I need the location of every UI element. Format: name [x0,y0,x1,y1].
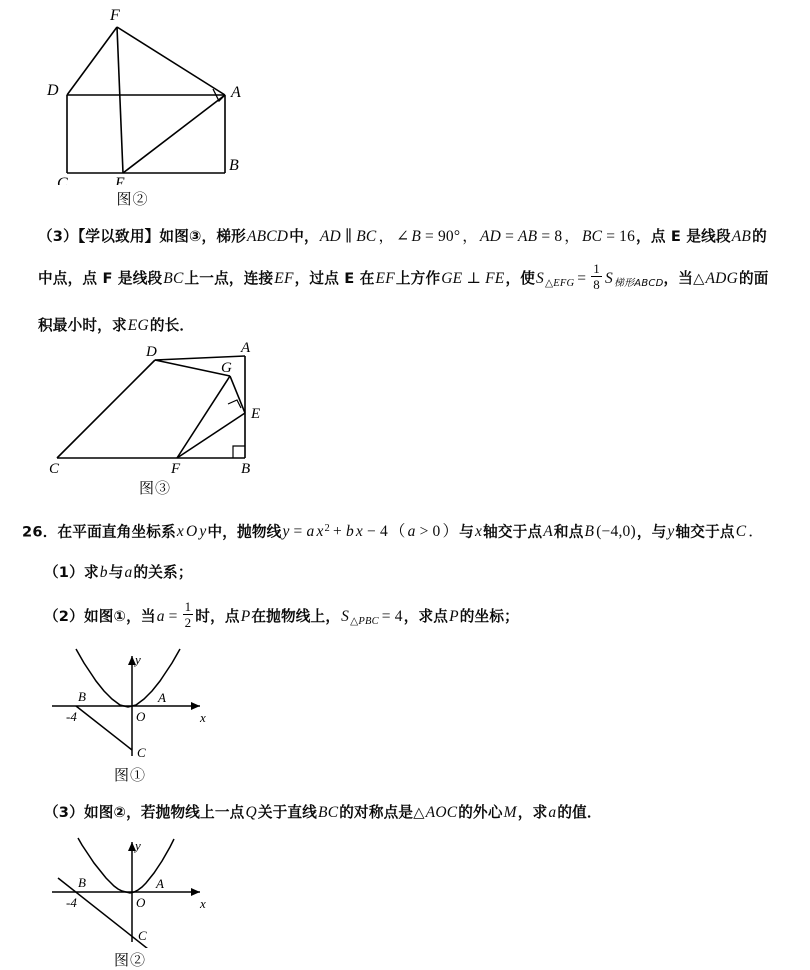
part2-fraction-one-half [183,600,194,630]
graph-1-label-x: x [200,710,206,725]
problem-3-frac-den: 8 [593,277,600,293]
problem-3-bc-value: 16 [619,228,636,245]
part2-prefix: （2）如图①，当 [44,608,156,625]
graph-1-label-B: B [78,689,86,704]
problem-26-stem-a: 在平面直角坐标系 [57,523,176,541]
figure-3-label-G: G [221,360,232,376]
figure-3-block [45,338,325,498]
graph-2-label-C: C [138,928,147,943]
part2-frac-den: 2 [184,615,192,631]
part3-mid4: ，求 [517,804,548,821]
problem-3-eq1: = [425,228,434,245]
problem-26-stem [22,508,797,553]
problem-3-line3a: 小时，求 [67,317,127,334]
problem-3-de: 的 [752,228,767,245]
problem-3-zhong: 中， [289,228,319,245]
graph-2-label-x: x [200,896,206,911]
part3-mid2: 的对称点是△ [339,804,425,821]
problem-26-xoy-O: O [185,523,198,541]
graph-1-caption: 图① [113,768,146,784]
problem-3-line1-prefix: （3）【学以致用】如图③， [38,228,217,245]
problem-26-stem-c: 与 [459,523,474,541]
problem-26-part1 [44,552,744,594]
problem-26-stem-b: 中，抛物线 [207,523,282,541]
problem-26-eq: = [293,523,303,541]
part3-suffix: 的值． [557,804,602,821]
figure-3-label-C: C [49,461,60,473]
problem-3-S1: S [536,270,544,287]
part3-M: M [503,804,517,821]
problem-3-line2b: 上一点，连接 [184,270,274,287]
problem-3-eg: EG [127,317,149,334]
problem-26-cond-zero: 0 [432,523,441,541]
graph-2-label-y: y [135,838,141,853]
problem-3-pointE-text: 点 E 是线段 [650,228,731,245]
problem-3-fe: FE [485,270,505,287]
part3-AOC: AOC [425,804,458,821]
problem-3-bc3: BC [163,270,184,287]
figure-2-block [45,5,295,210]
figure-2-drawing [45,5,295,185]
part1-b: b [99,564,108,581]
problem-3-ef: EF [274,270,294,287]
problem-3-S2: S [604,270,613,287]
part2-mid3: ，求点 [403,608,449,625]
problem-3-bc2: BC [581,228,603,245]
graph-1-block [40,636,220,784]
problem-26-xoy-x: x [176,523,184,541]
problem-26-cond-gt: > [419,523,429,541]
part2-eq2: = [381,608,391,625]
problem-3-ef2: EF [375,270,395,287]
problem-3-ad: AD [319,228,341,245]
part3-BC: BC [318,804,339,821]
problem-3-parallel: ∥ [344,228,353,245]
problem-26-x2: x [355,523,363,541]
part2-val4: 4 [394,608,403,625]
problem-26-pointA: A [543,523,553,541]
problem-26-axis-y: y [667,523,675,541]
graph-1-label-minus4: -4 [66,709,77,724]
problem-3-sub-trap: 梯形ABCD [613,278,664,289]
figure-3-label-B: B [241,461,251,473]
problem-26-stem-f: ，与 [636,523,667,541]
part1-suffix: 的关系； [133,564,193,581]
graph-2-label-A: A [156,876,164,891]
problem-26-stem-d: 轴交于点 [483,523,543,541]
problem-3-sub-efg: △EFG [545,277,575,289]
problem-3-eq2: = [505,228,515,245]
problem-26-cond-a: a [407,523,416,541]
problem-26-xoy-y: y [199,523,207,541]
part2-P2: P [449,608,459,625]
part1-prefix: （1）求 [44,564,99,581]
figure-2-label-F: F [110,7,120,24]
problem-26-a: a [306,523,315,541]
problem-26-plus: + [333,523,342,541]
problem-26-cond-open: （ [389,523,406,541]
part2-mid2: 在抛物线上， [251,608,341,625]
problem-26-pointB-coord: (−4,0) [596,523,636,541]
problem-26-pointC: C [735,523,747,541]
part1-a: a [124,564,133,581]
part3-prefix: （3）如图②，若抛物线上一点 [44,804,245,821]
part1-mid: 与 [108,564,124,581]
problem-3-adg: ADG [705,270,738,287]
problem-3-adab-value: 8 [554,228,563,245]
problem-26-axis-x: x [474,523,483,541]
part2-a: a [156,608,165,625]
figure-2-label-E: E [115,175,125,185]
figure-2-label-B: B [229,157,239,174]
problem-3-trapezoid-word: 梯形 [216,228,246,245]
problem-26-exp2: 2 [324,523,330,534]
problem-3-ad2: AD [480,228,502,245]
problem-26-stem-g: 轴交于点 [675,523,735,541]
graph-1-label-A: A [158,690,166,705]
graph-2-label-minus4: -4 [66,895,77,910]
graph-1-drawing [40,636,220,761]
problem-26-stem-e: 和点 [553,523,584,541]
problem-3-line2a: 中点，点 F 是线段 [38,270,163,287]
problem-3-text: （3）【学以致用】如图③，梯形ABCD中，AD ∥ BC ， ∠ B = 90° ， AD = AB = 8 ， BC = 16，点 E 是线段AB的中点，点 F 是线段BC上一点，连接EF，过点 E 在EF上方作GE ⊥ FE，使$S_{\triangle EFG}$ = $\frac{1}{8}$ S梯形ABCD，当△ADG的面积最小时，求EG的长． [38,228,769,334]
problem-3-line2c: ，过点 E 在 [294,270,375,287]
part3-Q: Q [245,804,257,821]
problem-3-eq4: = [606,228,616,245]
part2-sub-pbc: △PBC [350,615,379,627]
part2-P: P [240,608,251,625]
part3-a: a [548,804,557,821]
problem-3-line2d: 上方作 [395,270,441,287]
figure-3-caption: 图③ [138,481,171,497]
part3-mid3: 的外心 [458,804,503,821]
figure-3-drawing [45,338,325,473]
problem-3-eq5: = [577,270,587,287]
graph-2-drawing [40,826,220,948]
part2-frac-num: 1 [184,599,192,615]
problem-3-bc: BC [356,228,377,245]
problem-26-pointB: B [584,523,595,541]
problem-3-frac-num: 1 [593,261,600,277]
part2-mid: 时，点 [195,608,240,625]
graph-2-label-B: B [78,875,86,890]
figure-2-label-A: A [231,84,241,101]
problem-3-line3b: 的长． [149,317,195,334]
figure-2-caption: 图② [116,192,149,208]
problem-3-ab2: AB [731,228,752,245]
problem-26-b: b [345,523,354,541]
problem-26-x: x [316,523,324,541]
figure-3-label-F: F [171,461,181,473]
part2-S: S [341,608,350,625]
part3-mid: 关于直线 [257,804,318,821]
problem-3-angle-sym: ∠ [396,228,410,245]
part2-eq: = [168,608,178,625]
problem-3-eq3: = [541,228,551,245]
problem-26-cond-close: ） [442,523,459,541]
problem-3-ab: AB [518,228,538,245]
problem-3-ge: GE [441,270,463,287]
part2-suffix: 的坐标； [459,608,519,625]
problem-3-line2g: 的面积最 [38,270,769,334]
problem-26-stem-h: ． [748,523,764,541]
problem-3-perp: ⊥ [466,270,482,287]
graph-2-caption: 图② [113,953,146,969]
figure-2-label-C: C [57,175,68,185]
graph-1-label-O: O [136,709,146,724]
figure-3-label-D: D [146,344,157,360]
figure-3-label-A: A [241,340,251,356]
problem-3-line2f: ，当△ [663,270,705,287]
figure-2-label-D: D [47,82,59,99]
problem-3-line2e: ，使 [505,270,536,287]
problem-3-angle-name: B [411,228,422,245]
graph-1-label-y: y [135,652,141,667]
problem-26-number: 26． [22,523,58,541]
problem-3-angle-value: 90° [437,228,461,245]
graph-1-label-C: C [137,745,146,760]
problem-26-minus: − [367,523,376,541]
problem-26-y: y [282,523,290,541]
graph-2-label-O: O [136,895,146,910]
problem-26-const4: 4 [379,523,388,541]
problem-3-abcd: ABCD [246,228,289,245]
problem-3-fraction-one-eighth [591,262,602,292]
figure-3-label-E: E [251,406,261,422]
graph-2-block [40,826,220,969]
